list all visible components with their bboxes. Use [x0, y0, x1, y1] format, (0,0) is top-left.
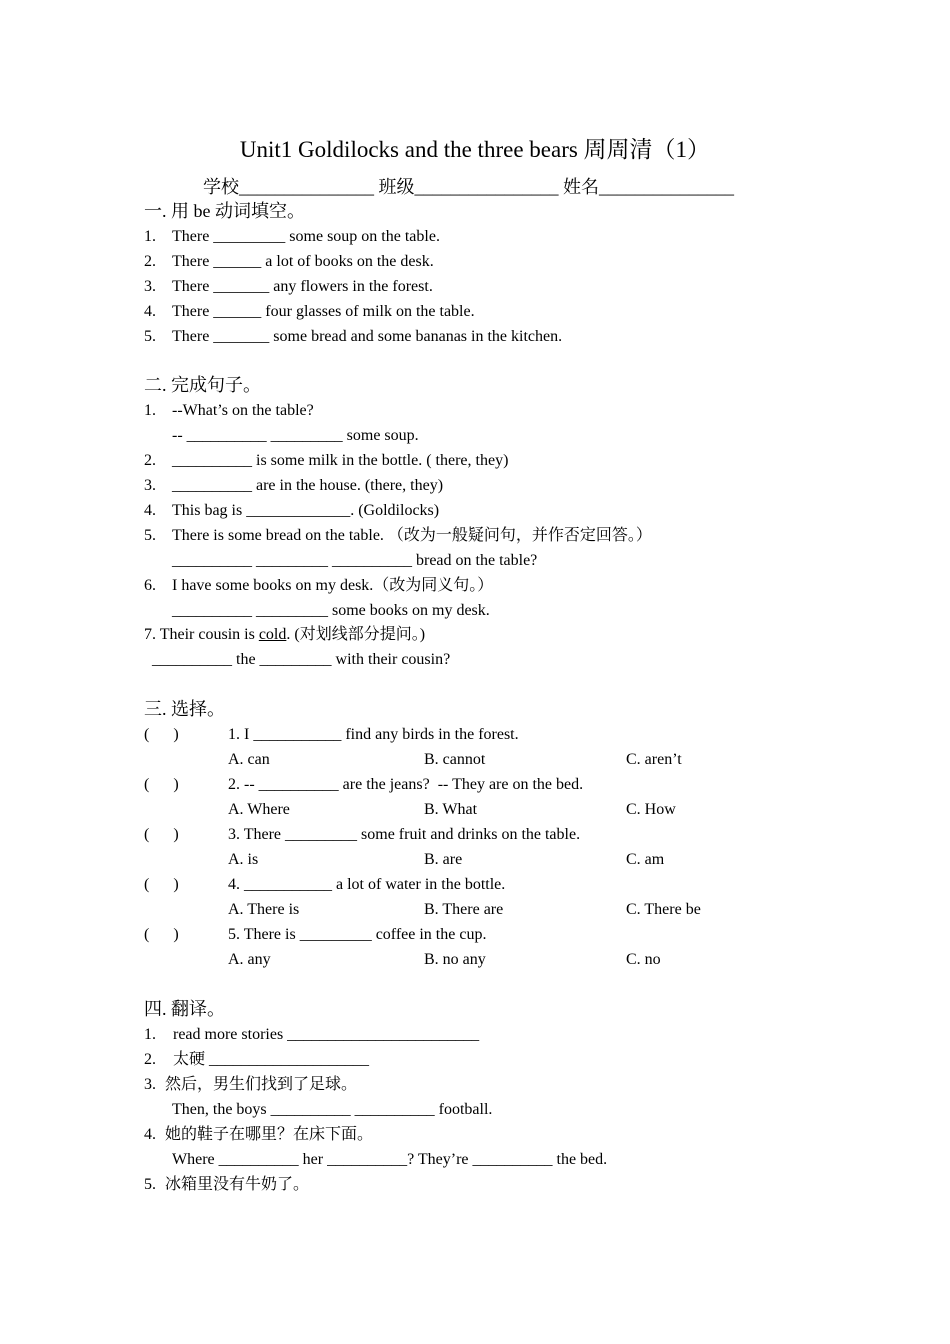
s1-item-5-text: There _______ some bread and some bananas in the kitchen. — [172, 328, 563, 345]
s4-item-4-number: 4. — [144, 1126, 156, 1143]
s2-item-4-number: 4. — [144, 502, 156, 519]
s1-item-3-number: 3. — [144, 278, 156, 295]
section-1-heading: 一. 用 be 动词填空。 — [144, 201, 305, 221]
q2-question: 2. -- __________ are the jeans? -- They are on the bed. — [228, 776, 584, 793]
q1-option-c: C. aren’t — [626, 751, 682, 768]
s2-item-6-number: 6. — [144, 577, 156, 594]
student-info-line: 学校_______________ 班级________________ 姓名_______________ — [203, 177, 734, 197]
s4-item-5-number: 5. — [144, 1176, 156, 1193]
s2-item-7-underlined-word: cold — [258, 626, 287, 643]
s4-item-4-text: 她的鞋子在哪里？在床下面。 — [165, 1126, 374, 1143]
s1-item-5-number: 5. — [144, 328, 156, 345]
s1-item-4-number: 4. — [144, 303, 156, 320]
q5-option-c: C. no — [626, 951, 661, 968]
s2-item-5-text: There is some bread on the table. （改为一般疑问句，并作否定回答。） — [172, 527, 652, 544]
s4-item-1-number: 1. — [144, 1026, 156, 1043]
s1-item-2-number: 2. — [144, 253, 156, 270]
q4-answer-paren[interactable]: ( ) — [144, 876, 179, 893]
s1-item-4-text: There ______ four glasses of milk on the table. — [172, 303, 475, 320]
s2-item-2-text: __________ is some milk in the bottle. ( there, they) — [172, 452, 509, 469]
q1-option-b: B. cannot — [424, 751, 486, 768]
s4-item-3-answer-line: Then, the boys __________ __________ football. — [172, 1101, 493, 1118]
s2-item-6-text: I have some books on my desk.（改为同义句。） — [172, 577, 494, 594]
s2-item-1-text: --What’s on the table? — [172, 402, 314, 419]
s2-item-7-text — [144, 625, 425, 645]
s4-item-3-number: 3. — [144, 1076, 156, 1093]
q3-option-c: C. am — [626, 851, 665, 868]
s2-item-1-answer-line: -- __________ _________ some soup. — [172, 427, 419, 444]
section-2-heading: 二. 完成句子。 — [144, 375, 261, 395]
s1-item-3-text: There _______ any flowers in the forest. — [172, 278, 433, 295]
s2-item-4-text: This bag is _____________. (Goldilocks) — [172, 502, 440, 519]
s2-item-1-number: 1. — [144, 402, 156, 419]
q5-option-a: A. any — [228, 951, 271, 968]
q3-answer-paren[interactable]: ( ) — [144, 826, 179, 843]
s2-item-5-number: 5. — [144, 527, 156, 544]
q3-option-a: A. is — [228, 851, 259, 868]
q4-question: 4. ___________ a lot of water in the bottle. — [228, 876, 506, 893]
q4-option-b: B. There are — [424, 901, 504, 918]
section-3-heading: 三. 选择。 — [144, 699, 225, 719]
q2-answer-paren[interactable]: ( ) — [144, 776, 179, 793]
q3-question: 3. There _________ some fruit and drinks on the table. — [228, 826, 581, 843]
q3-option-b: B. are — [424, 851, 463, 868]
s2-item-2-number: 2. — [144, 452, 156, 469]
s2-item-3-number: 3. — [144, 477, 156, 494]
q2-option-a: A. Where — [228, 801, 290, 818]
q5-question: 5. There is _________ coffee in the cup. — [228, 926, 487, 943]
q1-option-a: A. can — [228, 751, 270, 768]
s2-item-5-answer-line: __________ _________ __________ bread on the table? — [172, 552, 538, 569]
s1-item-2-text: There ______ a lot of books on the desk. — [172, 253, 434, 270]
q4-option-a: A. There is — [228, 901, 300, 918]
s2-item-7-answer-line: __________ the _________ with their cousin? — [152, 651, 451, 668]
q5-answer-paren[interactable]: ( ) — [144, 926, 179, 943]
s2-item-3-text: __________ are in the house. (there, they) — [172, 477, 444, 494]
s2-item-7-suffix: . (对划线部分提问。) — [286, 626, 426, 643]
q2-option-c: C. How — [626, 801, 676, 818]
s2-item-7-prefix: 7. Their cousin is — [144, 626, 259, 643]
q2-option-b: B. What — [424, 801, 478, 818]
s4-item-5-text: 冰箱里没有牛奶了。 — [165, 1176, 310, 1193]
s4-item-2-text: 太硬 ____________________ — [173, 1051, 370, 1068]
section-4-heading: 四. 翻译。 — [144, 999, 225, 1019]
s4-item-4-answer-line: Where __________ her __________? They’re __________ the bed. — [172, 1151, 608, 1168]
q1-question: 1. I ___________ find any birds in the forest. — [228, 726, 519, 743]
q5-option-b: B. no any — [424, 951, 486, 968]
s1-item-1-text: There _________ some soup on the table. — [172, 228, 440, 245]
q4-option-c: C. There be — [626, 901, 701, 918]
worksheet-title: Unit1 Goldilocks and the three bears 周周清（1） — [239, 137, 711, 162]
s4-item-1-text: read more stories ________________________ — [173, 1026, 480, 1043]
s2-item-6-answer-line: __________ _________ some books on my desk. — [172, 602, 490, 619]
q1-answer-paren[interactable]: ( ) — [144, 726, 179, 743]
s4-item-2-number: 2. — [144, 1051, 156, 1068]
s1-item-1-number: 1. — [144, 228, 156, 245]
s4-item-3-text: 然后，男生们找到了足球。 — [165, 1076, 358, 1093]
